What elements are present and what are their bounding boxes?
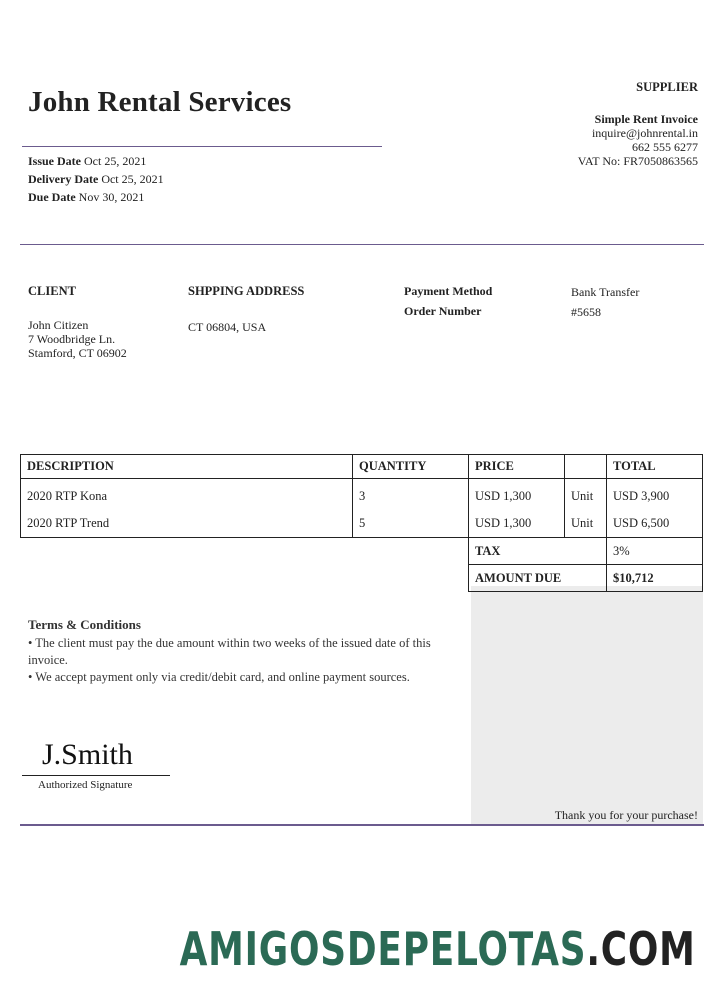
issue-date-row [28,152,164,170]
supplier-phone: 662 555 6277 [632,140,698,154]
tax-label: TAX [469,538,607,565]
table-header-row [21,455,703,479]
delivery-date-row [28,170,164,188]
order-number-value: #5658 [571,305,601,319]
delivery-date-value: Oct 25, 2021 [101,172,164,186]
table-row [21,479,703,511]
client-heading: CLIENT [28,284,76,298]
tax-value: 3% [607,538,703,565]
client-street: 7 Woodbridge Ln. [28,332,116,346]
supplier-details [578,112,698,168]
supplier-vat: VAT No: FR7050863565 [577,154,698,168]
item-price: USD 1,300 [469,510,565,538]
table-row [21,510,703,538]
thank-you-note: Thank you for your purchase! [554,808,698,822]
col-quantity: QUANTITY [353,455,469,479]
client-address [28,318,127,360]
order-number-label: Order Number [404,304,482,318]
signature-line [22,775,170,776]
item-unit: Unit [565,479,607,511]
col-price: PRICE [469,455,565,479]
item-description: 2020 RTP Trend [21,510,353,538]
client-city: Stamford, CT 06902 [28,346,127,360]
shipping-heading: SHPPING ADDRESS [188,284,305,298]
terms-list [28,635,468,686]
due-date-row [28,188,164,206]
client-name: John Citizen [28,318,89,332]
shipping-address: CT 06804, USA [188,320,267,334]
watermark-domain: .COM [586,922,696,976]
item-description: 2020 RTP Kona [21,479,353,511]
watermark-name: AMIGOSDEPELOTAS [179,922,587,976]
items-table [20,454,703,592]
delivery-date-label: Delivery Date [28,172,99,186]
summary-panel [471,586,703,824]
col-description: DESCRIPTION [21,455,353,479]
terms-item: • The client must pay the due amount within two weeks of the issued date of this invoice. [28,636,431,667]
amount-due-row [21,565,703,592]
company-name: John Rental Services [28,86,292,118]
terms-item: • We accept payment only via credit/debit card, and online payment sources. [28,670,410,684]
supplier-name: Simple Rent Invoice [594,112,698,126]
due-date-label: Due Date [28,190,76,204]
signature: J.Smith [42,738,133,771]
watermark [180,922,696,976]
item-unit: Unit [565,510,607,538]
issue-date-label: Issue Date [28,154,81,168]
terms-title: Terms & Conditions [28,617,141,632]
signature-label: Authorized Signature [38,779,133,791]
item-quantity: 5 [353,510,469,538]
item-total: USD 3,900 [607,479,703,511]
payment-method-label: Payment Method [404,284,493,298]
header-divider [22,146,382,147]
amount-due-label: AMOUNT DUE [469,565,607,592]
item-price: USD 1,300 [469,479,565,511]
footer-divider [20,824,704,826]
payment-method-value: Bank Transfer [571,285,640,299]
issue-date-value: Oct 25, 2021 [84,154,147,168]
item-quantity: 3 [353,479,469,511]
tax-row [21,538,703,565]
col-total: TOTAL [607,455,703,479]
invoice-dates [28,152,164,206]
supplier-heading: SUPPLIER [636,80,698,94]
due-date-value: Nov 30, 2021 [78,190,145,204]
col-unit [565,455,607,479]
item-total: USD 6,500 [607,510,703,538]
amount-due-value: $10,712 [607,565,703,592]
section-divider [20,244,704,245]
supplier-email: inquire@johnrental.in [591,126,698,140]
